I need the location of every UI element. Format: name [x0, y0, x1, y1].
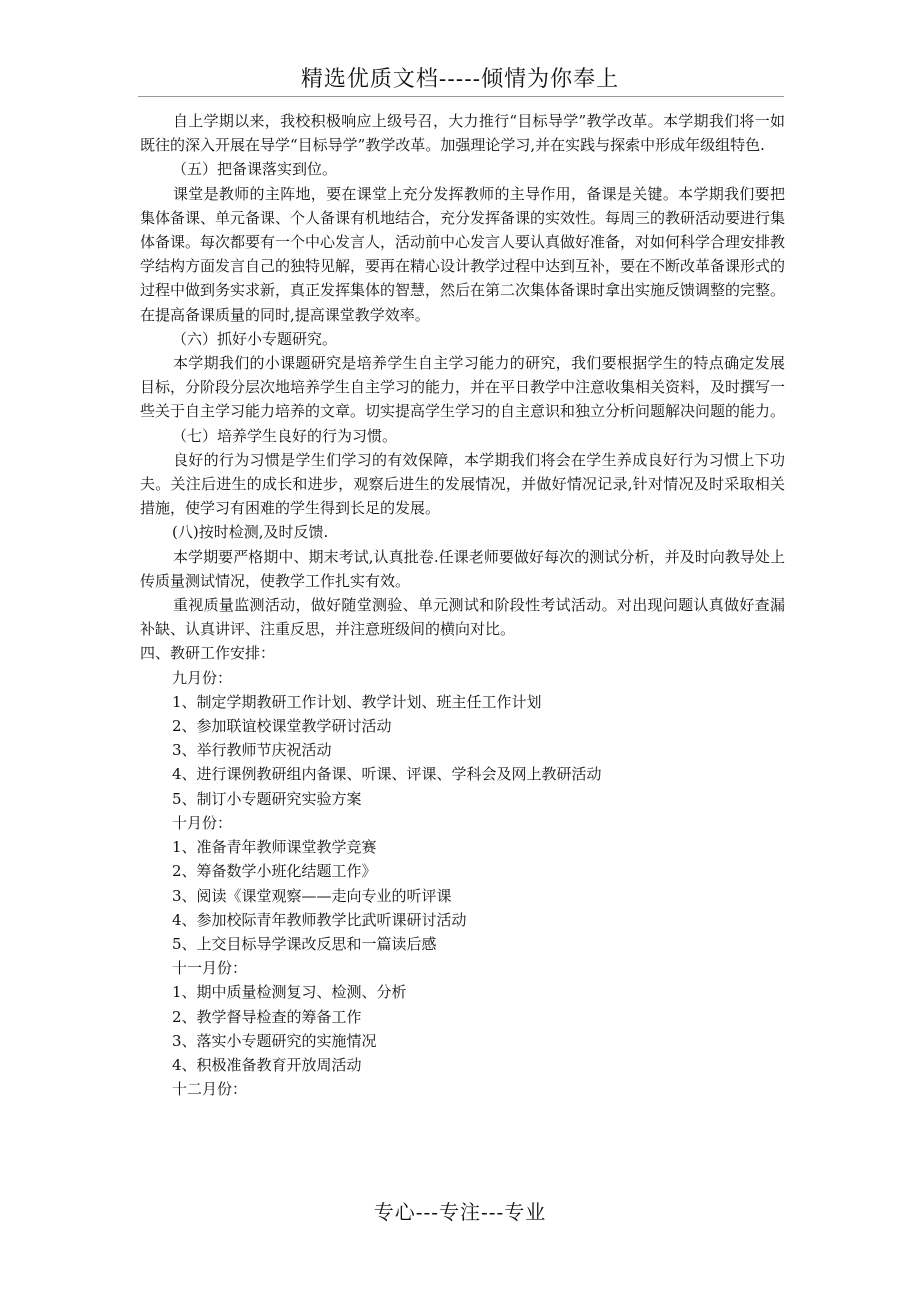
page-header-title: 精选优质文档-----倾情为你奉上 [300, 67, 620, 92]
heading-5: （五）把备课落实到位。 [172, 160, 338, 179]
month-heading: 十二月份： [172, 1080, 248, 1099]
intro-paragraph: 自上学期以来，我校积极响应上级号召，大力推行“目标导学”教学改革。本学期我们将一如既往的深入开展在导学“目标导学”教学改革。加强理论学习,并在实践与探索中形成年级组特色. [140, 112, 785, 155]
paragraph-7: 良好的行为习惯是学生们学习的有效保障，本学期我们将会在学生养成良好行为习惯上下功夫。关注后进生的成长和进步，观察后进生的发展情况，并做好情况记录,针对情况及时采取相关措施，使学习有困难的学生得到长足的发展。 [140, 450, 785, 518]
month-heading: 十一月份： [172, 959, 248, 978]
month-item: 4、积极准备教育开放周活动 [172, 1055, 362, 1074]
heading-6: （六）抓好小专题研究。 [172, 329, 338, 348]
month-item: 1、期中质量检测复习、检测、分析 [172, 983, 407, 1002]
month-heading: 九月份： [172, 668, 233, 687]
month-item: 4、参加校际青年教师教学比武听课研讨活动 [172, 910, 467, 929]
month-item: 4、进行课例教研组内备课、听课、评课、学科会及网上教研活动 [172, 765, 602, 784]
document-body [140, 109, 785, 1101]
paragraph-6: 本学期我们的小课题研究是培养学生自主学习能力的研究，我们要根据学生的特点确定发展目标，分阶段分层次地培养学生自主学习的能力，并在平日教学中注意收集相关资料，及时撰写一些关于自主学习能力培养的文章。切实提高学生学习的自主意识和独立分析问题解决问题的能力。 [140, 354, 786, 421]
month-item: 1、准备青年教师课堂教学竞赛 [172, 838, 377, 857]
month-item: 2、教学督导检查的筹备工作 [172, 1007, 362, 1026]
month-heading: 十月份： [172, 813, 233, 832]
heading-8: (八)按时检测,及时反馈. [172, 523, 329, 542]
month-item: 3、举行教师节庆祝活动 [172, 741, 332, 760]
section-4-heading: 四、教研工作安排： [140, 644, 276, 663]
month-item: 5、上交目标导学课改反思和一篇读后感 [172, 934, 437, 953]
month-item: 3、阅读《课堂观察——走向专业的听评课 [172, 886, 452, 905]
paragraph-8b: 重视质量监测活动，做好随堂测验、单元测试和阶段性考试活动。对出现问题认真做好查漏补缺、认真讲评、注重反思，并注意班级间的横向对比。 [140, 596, 785, 639]
month-item: 3、落实小专题研究的实施情况 [172, 1031, 377, 1050]
header-divider [138, 96, 784, 97]
month-item: 2、筹备数学小班化结题工作》 [172, 862, 377, 881]
month-item: 1、制定学期教研工作计划、教学计划、班主任工作计划 [172, 692, 542, 711]
paragraph-8a: 本学期要严格期中、期末考试,认真批卷.任课老师要做好每次的测试分析，并及时向教导处上传质量测试情况，使教学工作扎实有效。 [140, 547, 785, 590]
page-footer: 专心---专注---专业 [373, 1200, 547, 1224]
paragraph-5: 课堂是教师的主阵地，要在课堂上充分发挥教师的主导作用，备课是关键。本学期我们要把集体备课、单元备课、个人备课有机地结合，充分发挥备课的实效性。每周三的教研活动要进行集体备课。每次都要有一个中心发言人，活动前中心发言人要认真做好准备，对如何科学合理安排教学结构方面发言自己的独特见解，要再在精心设计教学过程中达到互补，要在不断改革备课形式的过程中做到务实求新，真正发挥集体的智慧，然后在第二次集体备课时拿出实施反馈调整的完整。在提高备课质量的同时,提高课堂教学效率。 [140, 184, 786, 324]
month-item: 5、制订小专题研究实验方案 [172, 789, 362, 808]
heading-7: （七）培养学生良好的行为习惯。 [172, 426, 398, 445]
month-item: 2、参加联谊校课堂教学研讨活动 [172, 717, 392, 736]
